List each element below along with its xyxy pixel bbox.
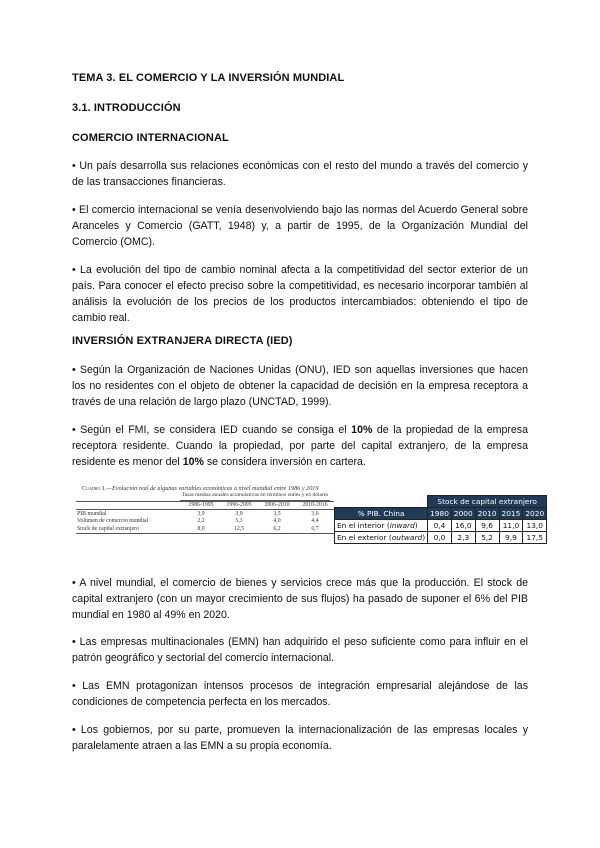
table-row: [76, 525, 334, 533]
paragraph-1: • Un país desarrolla sus relaciones económicas con el resto del mundo a través del comercio y de las transacciones financieras.: [72, 160, 528, 188]
table1-grid: [76, 501, 334, 534]
section-heading-ied: INVERSIÓN EXTRANJERA DIRECTA (IED): [72, 335, 293, 347]
table-row: [76, 510, 334, 518]
label-text: En el exterior (: [337, 533, 392, 542]
table1-cell: 8,0: [182, 525, 220, 533]
p5-bold-a: 10%: [351, 424, 373, 436]
topic-title: TEMA 3. EL COMERCIO Y LA INVERSIÓN MUNDIAL: [72, 72, 345, 84]
paragraph-7: • Las empresas multinacionales (EMN) han adquirido el peso suficiente como para influir en el patrón geográfico y sectorial del comercio internacional.: [72, 636, 528, 664]
section-heading-comercio: COMERCIO INTERNACIONAL: [72, 132, 229, 144]
p5-text-b: de la propiedad de la empresa receptora residente. Cuando la propiedad, por parte del capital extranjero, de la empresa residente es menor del: [72, 424, 528, 468]
table1-title-text: —Evolución real de algunas variables económicas a nivel mundial entre 1986 y 2019: [106, 485, 319, 492]
label-text: En el interior (: [337, 521, 390, 530]
label-text: ): [414, 521, 418, 530]
table2-year: 2000: [451, 508, 475, 520]
table2-cell: 2,3: [451, 532, 475, 544]
table2-cell: 17,5: [523, 532, 547, 544]
paragraph-6: • A nivel mundial, el comercio de bienes y servicios crece más que la producción. El stock de capital extranjero (con un mayor crecimiento de sus flujos) ha pasado de suponer el 6% del PIB mundial en 1980 al 49% en 2020.: [72, 577, 528, 621]
table2-cell: 9,9: [499, 532, 523, 544]
table2-title-row: [335, 496, 547, 508]
label-italic: outward: [391, 533, 423, 542]
table1-title-prefix: Cuadro 1.: [82, 485, 107, 492]
p5-text-c: se considera inversión en cartera.: [203, 456, 366, 468]
table2-cell: 0,4: [428, 520, 452, 532]
table2-year: 2015: [499, 508, 523, 520]
table-row: [76, 518, 334, 526]
table2-years-row: [335, 508, 547, 520]
section-heading-intro: 3.1. INTRODUCCIÓN: [72, 102, 181, 114]
table2-row-label: [335, 532, 428, 544]
p5-bold-b: 10%: [182, 456, 204, 468]
table2-cell: 16,0: [451, 520, 475, 532]
table2-year: 2020: [523, 508, 547, 520]
label-text: ): [422, 533, 426, 542]
table1-cell: 3,6: [311, 510, 319, 517]
table1-col: 1996-2005: [220, 501, 258, 510]
table1-col: 2010-2016: [296, 501, 334, 510]
table1-row-label: PIB mundial: [77, 510, 107, 517]
paragraph-5: [72, 422, 528, 470]
table1-col: 1986-1995: [182, 501, 220, 510]
table-world-variables: [76, 485, 334, 534]
table2-cell: 13,0: [523, 520, 547, 532]
table1-row-label: Stock de capital extranjero: [76, 525, 182, 533]
table1-row-label: Volumen de comercio mundial: [77, 518, 149, 525]
paragraph-8: • Las EMN protagonizan intensos procesos de integración empresarial alejándose de las condiciones de competencia perfecta en los mercados.: [72, 680, 528, 708]
table1-cell: 6,2: [258, 525, 296, 533]
table1-cell: 12,5: [220, 525, 258, 533]
paragraph-9: • Los gobiernos, por su parte, promueven la internacionalización de las empresas locales y paralelamente atraen a las EMN a su propia economía.: [72, 724, 528, 752]
paragraph-4: • Según la Organización de Naciones Unidas (ONU), IED son aquellas inversiones que hacen los no residentes con el objeto de obtener la capacidad de decisión en la empresa receptora a través de una relación de largo plazo (UNCTAD, 1999).: [72, 364, 528, 408]
label-italic: inward: [389, 521, 415, 530]
table1-col: 2006-2010: [258, 501, 296, 510]
table1-cell: 4,0: [273, 518, 281, 525]
table2-year: 1980: [428, 508, 452, 520]
table2-row-label: [335, 520, 428, 532]
table1-subheader: Tasas medias anuales acumulativas en términos reales y en dólares: [180, 492, 330, 501]
table1-cell: 5,3: [235, 518, 243, 525]
table1-corner: [76, 501, 182, 510]
table-row: [335, 532, 547, 544]
table1-cell: 6,7: [296, 525, 334, 533]
table1-cell: 4,4: [311, 518, 319, 525]
table2-year: 2010: [475, 508, 499, 520]
paragraph-3: • La evolución del tipo de cambio nominal afecta a la competitividad del sector exterior de un país. Para conocer el efecto preciso sobre la competitividad, es necesario incorporar también al análisis la evolución de los precios de los productos intercambiados: obteniendo el tipo de cambio real.: [72, 264, 528, 324]
table2-cell: 11,0: [499, 520, 523, 532]
table1-header-row: [76, 501, 334, 510]
table2-cell: 9,6: [475, 520, 499, 532]
table-china-stock: [334, 495, 547, 544]
table1-cell: 2,2: [197, 518, 205, 525]
p5-text-a: • Según el FMI, se considera IED cuando se consiga el: [72, 424, 352, 436]
table2-cell: 0,0: [428, 532, 452, 544]
table2-blank: [335, 496, 428, 508]
table1-title: [76, 485, 334, 492]
table2-cell: 5,2: [475, 532, 499, 544]
table1-cell: 3,9: [235, 510, 243, 517]
table2-header: Stock de capital extranjero: [428, 496, 547, 508]
table-row: [335, 520, 547, 532]
table2-row-header: % PIB. China: [335, 508, 428, 520]
table1-cell: 3,5: [273, 510, 281, 517]
paragraph-2: • El comercio internacional se venía desenvolviendo bajo las normas del Acuerdo General sobre Aranceles y Comercio (GATT, 1948) y, a partir de 1995, de la Organización Mundial del Comercio (OMC).: [72, 204, 528, 248]
table1-cell: 3,9: [197, 510, 205, 517]
